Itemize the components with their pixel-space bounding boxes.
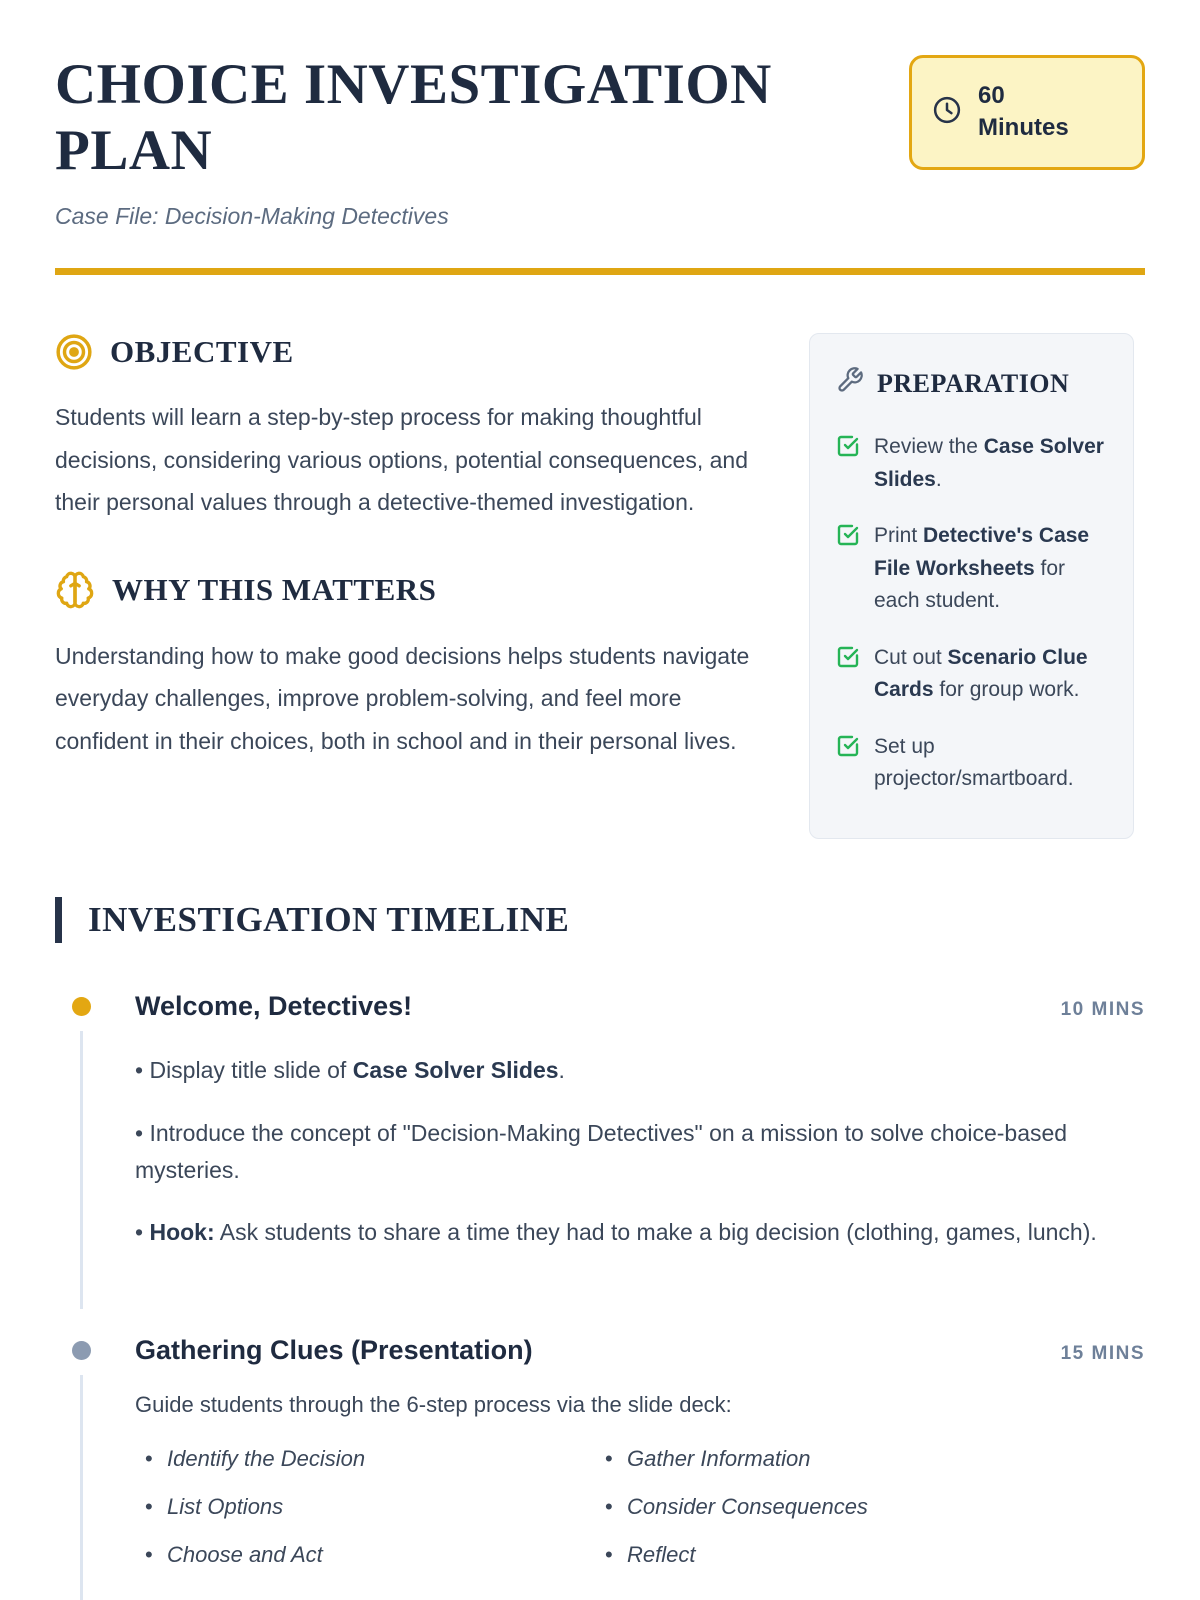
why-heading-label: WHY THIS MATTERS — [112, 571, 437, 607]
step-item: • Gather Information — [595, 1446, 1055, 1472]
timeline-item-duration: 15 MINS — [1060, 1343, 1145, 1365]
timeline-heading — [55, 897, 1145, 943]
timeline-dot-slate — [72, 1341, 91, 1360]
why-heading — [55, 570, 765, 610]
timeline-item-intro: Guide students through the 6-step process via the slide deck: — [135, 1392, 732, 1418]
prep-item — [836, 431, 1107, 496]
objective-body: Students will learn a step-by-step process for making thoughtful decisions, considering various options, potential consequences, and their personal values through a detective-themed investigation. — [55, 404, 748, 516]
prep-item-text: Set up projector/smartboard. — [874, 734, 1074, 791]
right-column — [809, 333, 1134, 839]
timeline-item-bullets — [135, 1052, 1145, 1251]
target-icon — [55, 333, 93, 371]
left-column — [55, 333, 765, 808]
step-item: • List Options — [135, 1494, 595, 1520]
step-item: • Consider Consequences — [595, 1494, 1055, 1520]
timeline-dot-gold — [72, 997, 91, 1016]
content-columns — [55, 333, 1145, 839]
prep-item-text: Review the Case Solver Slides. — [874, 435, 1104, 491]
timeline-heading-label: INVESTIGATION TIMELINE — [88, 900, 570, 940]
step-item: • Choose and Act — [135, 1542, 595, 1568]
duration-text — [978, 80, 1069, 145]
bullet-point: • Display title slide of Case Solver Slides. — [135, 1052, 1145, 1089]
objective-heading — [55, 333, 765, 371]
preparation-heading — [836, 366, 1107, 401]
six-step-list — [135, 1446, 1055, 1568]
timeline-item-header — [135, 1335, 1145, 1366]
prep-item-text: Cut out Scenario Clue Cards for group work. — [874, 645, 1088, 702]
preparation-heading-label: PREPARATION — [877, 368, 1070, 398]
timeline-connector-line — [80, 1031, 83, 1309]
timeline-section — [55, 897, 1145, 1600]
prep-item-text: Print Detective's Case File Worksheets for each student. — [874, 524, 1090, 613]
timeline-connector-line — [80, 1375, 83, 1600]
gold-divider — [55, 268, 1145, 275]
timeline-item-title: Gathering Clues (Presentation) — [135, 1335, 533, 1366]
timeline-item-title: Welcome, Detectives! — [135, 991, 413, 1022]
page-title: CHOICE INVESTIGATION PLAN — [55, 53, 772, 182]
preparation-checklist — [836, 431, 1107, 796]
prep-item — [836, 520, 1107, 618]
heading-accent-bar — [55, 897, 62, 943]
checkbox-checked-icon — [836, 434, 860, 496]
timeline-item-gathering-clues — [55, 1335, 1145, 1600]
checkbox-checked-icon — [836, 645, 860, 707]
page-subtitle: Case File: Decision-Making Detectives — [55, 203, 449, 230]
clock-icon — [932, 95, 962, 130]
objective-heading-label: OBJECTIVE — [110, 334, 294, 370]
timeline-item-header — [135, 991, 1145, 1022]
duration-badge — [909, 55, 1145, 170]
duration-value: 60 — [978, 82, 1005, 109]
bullet-point: • Introduce the concept of "Decision-Making Detectives" on a mission to solve choice-based mysteries. — [135, 1115, 1145, 1189]
timeline-item-duration: 10 MINS — [1060, 999, 1145, 1021]
prep-item — [836, 642, 1107, 707]
wrench-icon — [836, 366, 864, 401]
preparation-card — [809, 333, 1134, 839]
prep-item — [836, 731, 1107, 796]
bullet-point: • Hook: Ask students to share a time they had to make a big decision (clothing, games, lunch). — [135, 1214, 1145, 1251]
checkbox-checked-icon — [836, 523, 860, 618]
why-body: Understanding how to make good decisions helps students navigate everyday challenges, improve problem-solving, and feel more confident in their choices, both in school and in their personal lives. — [55, 642, 750, 754]
checkbox-checked-icon — [836, 734, 860, 796]
brain-icon — [55, 570, 95, 610]
step-item: • Identify the Decision — [135, 1446, 595, 1472]
timeline-item-welcome — [55, 991, 1145, 1335]
duration-unit: Minutes — [978, 114, 1069, 142]
step-item: • Reflect — [595, 1542, 1055, 1568]
